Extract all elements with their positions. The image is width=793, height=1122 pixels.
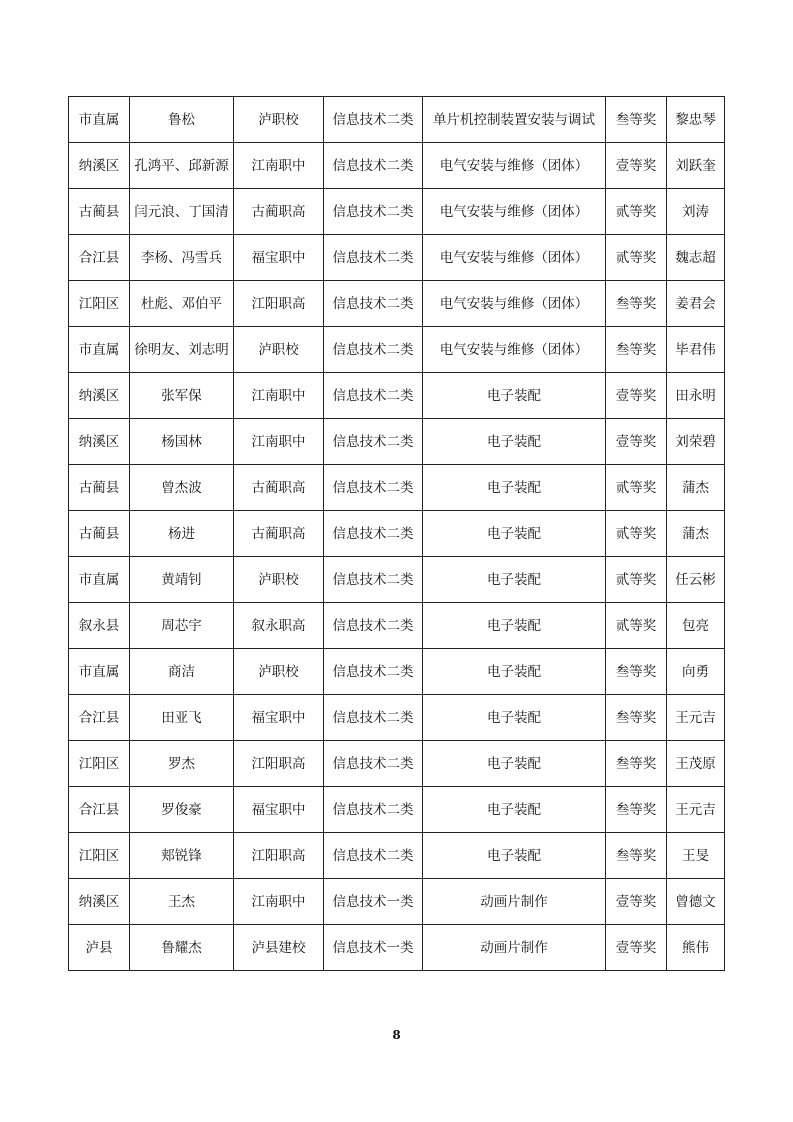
student-name-cell: 鲁松 — [130, 97, 234, 143]
school-cell: 江南职中 — [234, 373, 324, 419]
tutor-cell: 王元吉 — [667, 787, 725, 833]
tutor-cell: 田永明 — [667, 373, 725, 419]
tutor-cell: 熊伟 — [667, 925, 725, 971]
tutor-cell: 任云彬 — [667, 557, 725, 603]
school-cell: 泸职校 — [234, 327, 324, 373]
award-level-cell: 叁等奖 — [606, 281, 667, 327]
student-name-cell: 闫元浪、丁国清 — [130, 189, 234, 235]
school-cell: 江阳职高 — [234, 281, 324, 327]
school-cell: 泸职校 — [234, 649, 324, 695]
award-table-body — [69, 97, 725, 971]
award-level-cell: 贰等奖 — [606, 235, 667, 281]
student-name-cell: 罗杰 — [130, 741, 234, 787]
category-cell: 信息技术二类 — [324, 97, 423, 143]
tutor-cell: 刘跃奎 — [667, 143, 725, 189]
category-cell: 信息技术二类 — [324, 833, 423, 879]
tutor-cell: 毕君伟 — [667, 327, 725, 373]
event-cell: 电子装配 — [423, 419, 606, 465]
tutor-cell: 魏志超 — [667, 235, 725, 281]
table-row — [69, 143, 725, 189]
table-row — [69, 787, 725, 833]
school-cell: 泸职校 — [234, 557, 324, 603]
tutor-cell: 姜君会 — [667, 281, 725, 327]
event-cell: 电子装配 — [423, 649, 606, 695]
area-cell: 合江县 — [69, 787, 130, 833]
category-cell: 信息技术二类 — [324, 419, 423, 465]
event-cell: 电子装配 — [423, 695, 606, 741]
event-cell: 电子装配 — [423, 741, 606, 787]
area-cell: 古蔺县 — [69, 189, 130, 235]
area-cell: 江阳区 — [69, 741, 130, 787]
category-cell: 信息技术二类 — [324, 327, 423, 373]
tutor-cell: 刘荣碧 — [667, 419, 725, 465]
student-name-cell: 王杰 — [130, 879, 234, 925]
student-name-cell: 徐明友、刘志明 — [130, 327, 234, 373]
school-cell: 福宝职中 — [234, 695, 324, 741]
school-cell: 古蔺职高 — [234, 511, 324, 557]
student-name-cell: 黄靖钊 — [130, 557, 234, 603]
category-cell: 信息技术二类 — [324, 741, 423, 787]
category-cell: 信息技术一类 — [324, 925, 423, 971]
area-cell: 叙永县 — [69, 603, 130, 649]
area-cell: 古蔺县 — [69, 511, 130, 557]
table-row — [69, 281, 725, 327]
category-cell: 信息技术二类 — [324, 695, 423, 741]
award-level-cell: 叁等奖 — [606, 787, 667, 833]
tutor-cell: 王茂原 — [667, 741, 725, 787]
event-cell: 电气安装与维修（团体） — [423, 327, 606, 373]
school-cell: 江南职中 — [234, 879, 324, 925]
area-cell: 合江县 — [69, 235, 130, 281]
event-cell: 单片机控制装置安装与调试 — [423, 97, 606, 143]
event-cell: 电子装配 — [423, 787, 606, 833]
school-cell: 江南职中 — [234, 419, 324, 465]
student-name-cell: 李杨、冯雪兵 — [130, 235, 234, 281]
area-cell: 泸县 — [69, 925, 130, 971]
table-row — [69, 97, 725, 143]
award-level-cell: 贰等奖 — [606, 603, 667, 649]
table-row — [69, 603, 725, 649]
student-name-cell: 罗俊豪 — [130, 787, 234, 833]
tutor-cell: 曾德文 — [667, 879, 725, 925]
area-cell: 古蔺县 — [69, 465, 130, 511]
school-cell: 泸县建校 — [234, 925, 324, 971]
student-name-cell: 田亚飞 — [130, 695, 234, 741]
event-cell: 动画片制作 — [423, 879, 606, 925]
category-cell: 信息技术二类 — [324, 603, 423, 649]
category-cell: 信息技术二类 — [324, 511, 423, 557]
school-cell: 江南职中 — [234, 143, 324, 189]
award-level-cell: 叁等奖 — [606, 327, 667, 373]
event-cell: 电子装配 — [423, 373, 606, 419]
tutor-cell: 刘涛 — [667, 189, 725, 235]
award-table — [68, 96, 725, 971]
category-cell: 信息技术二类 — [324, 281, 423, 327]
award-level-cell: 叁等奖 — [606, 741, 667, 787]
event-cell: 电气安装与维修（团体） — [423, 235, 606, 281]
school-cell: 泸职校 — [234, 97, 324, 143]
category-cell: 信息技术二类 — [324, 649, 423, 695]
award-level-cell: 壹等奖 — [606, 419, 667, 465]
table-row — [69, 373, 725, 419]
school-cell: 古蔺职高 — [234, 189, 324, 235]
table-row — [69, 235, 725, 281]
table-row — [69, 879, 725, 925]
area-cell: 市直属 — [69, 97, 130, 143]
table-row — [69, 557, 725, 603]
area-cell: 纳溪区 — [69, 143, 130, 189]
area-cell: 合江县 — [69, 695, 130, 741]
event-cell: 电气安装与维修（团体） — [423, 143, 606, 189]
area-cell: 市直属 — [69, 557, 130, 603]
tutor-cell: 黎忠琴 — [667, 97, 725, 143]
award-level-cell: 叁等奖 — [606, 649, 667, 695]
school-cell: 福宝职中 — [234, 787, 324, 833]
award-level-cell: 贰等奖 — [606, 189, 667, 235]
award-level-cell: 叁等奖 — [606, 833, 667, 879]
category-cell: 信息技术二类 — [324, 557, 423, 603]
award-level-cell: 贰等奖 — [606, 465, 667, 511]
category-cell: 信息技术二类 — [324, 189, 423, 235]
table-row — [69, 649, 725, 695]
area-cell: 江阳区 — [69, 281, 130, 327]
student-name-cell: 鲁耀杰 — [130, 925, 234, 971]
event-cell: 电子装配 — [423, 603, 606, 649]
area-cell: 纳溪区 — [69, 373, 130, 419]
table-row — [69, 695, 725, 741]
event-cell: 电子装配 — [423, 833, 606, 879]
student-name-cell: 曾杰波 — [130, 465, 234, 511]
student-name-cell: 孔鸿平、邱新源 — [130, 143, 234, 189]
tutor-cell: 向勇 — [667, 649, 725, 695]
page-number: 8 — [392, 1028, 401, 1042]
table-row — [69, 833, 725, 879]
student-name-cell: 杨国林 — [130, 419, 234, 465]
tutor-cell: 王元吉 — [667, 695, 725, 741]
school-cell: 叙永职高 — [234, 603, 324, 649]
area-cell: 纳溪区 — [69, 879, 130, 925]
event-cell: 动画片制作 — [423, 925, 606, 971]
tutor-cell: 包亮 — [667, 603, 725, 649]
school-cell: 江阳职高 — [234, 833, 324, 879]
category-cell: 信息技术二类 — [324, 143, 423, 189]
award-level-cell: 叁等奖 — [606, 695, 667, 741]
area-cell: 江阳区 — [69, 833, 130, 879]
school-cell: 江阳职高 — [234, 741, 324, 787]
category-cell: 信息技术二类 — [324, 465, 423, 511]
category-cell: 信息技术一类 — [324, 879, 423, 925]
student-name-cell: 郏锐锋 — [130, 833, 234, 879]
table-row — [69, 327, 725, 373]
table-row — [69, 741, 725, 787]
event-cell: 电子装配 — [423, 557, 606, 603]
school-cell: 福宝职中 — [234, 235, 324, 281]
award-level-cell: 壹等奖 — [606, 925, 667, 971]
event-cell: 电子装配 — [423, 465, 606, 511]
category-cell: 信息技术二类 — [324, 235, 423, 281]
student-name-cell: 张军保 — [130, 373, 234, 419]
award-level-cell: 贰等奖 — [606, 557, 667, 603]
event-cell: 电气安装与维修（团体） — [423, 281, 606, 327]
award-level-cell: 叁等奖 — [606, 97, 667, 143]
student-name-cell: 周芯宇 — [130, 603, 234, 649]
award-level-cell: 壹等奖 — [606, 143, 667, 189]
table-row — [69, 419, 725, 465]
event-cell: 电气安装与维修（团体） — [423, 189, 606, 235]
area-cell: 纳溪区 — [69, 419, 130, 465]
award-level-cell: 壹等奖 — [606, 879, 667, 925]
student-name-cell: 杨进 — [130, 511, 234, 557]
tutor-cell: 蒲杰 — [667, 465, 725, 511]
area-cell: 市直属 — [69, 649, 130, 695]
award-level-cell: 贰等奖 — [606, 511, 667, 557]
event-cell: 电子装配 — [423, 511, 606, 557]
student-name-cell: 商洁 — [130, 649, 234, 695]
school-cell: 古蔺职高 — [234, 465, 324, 511]
table-row — [69, 511, 725, 557]
table-row — [69, 925, 725, 971]
table-row — [69, 465, 725, 511]
award-level-cell: 壹等奖 — [606, 373, 667, 419]
area-cell: 市直属 — [69, 327, 130, 373]
tutor-cell: 王旻 — [667, 833, 725, 879]
table-row — [69, 189, 725, 235]
category-cell: 信息技术二类 — [324, 787, 423, 833]
tutor-cell: 蒲杰 — [667, 511, 725, 557]
student-name-cell: 杜彪、邓伯平 — [130, 281, 234, 327]
category-cell: 信息技术二类 — [324, 373, 423, 419]
